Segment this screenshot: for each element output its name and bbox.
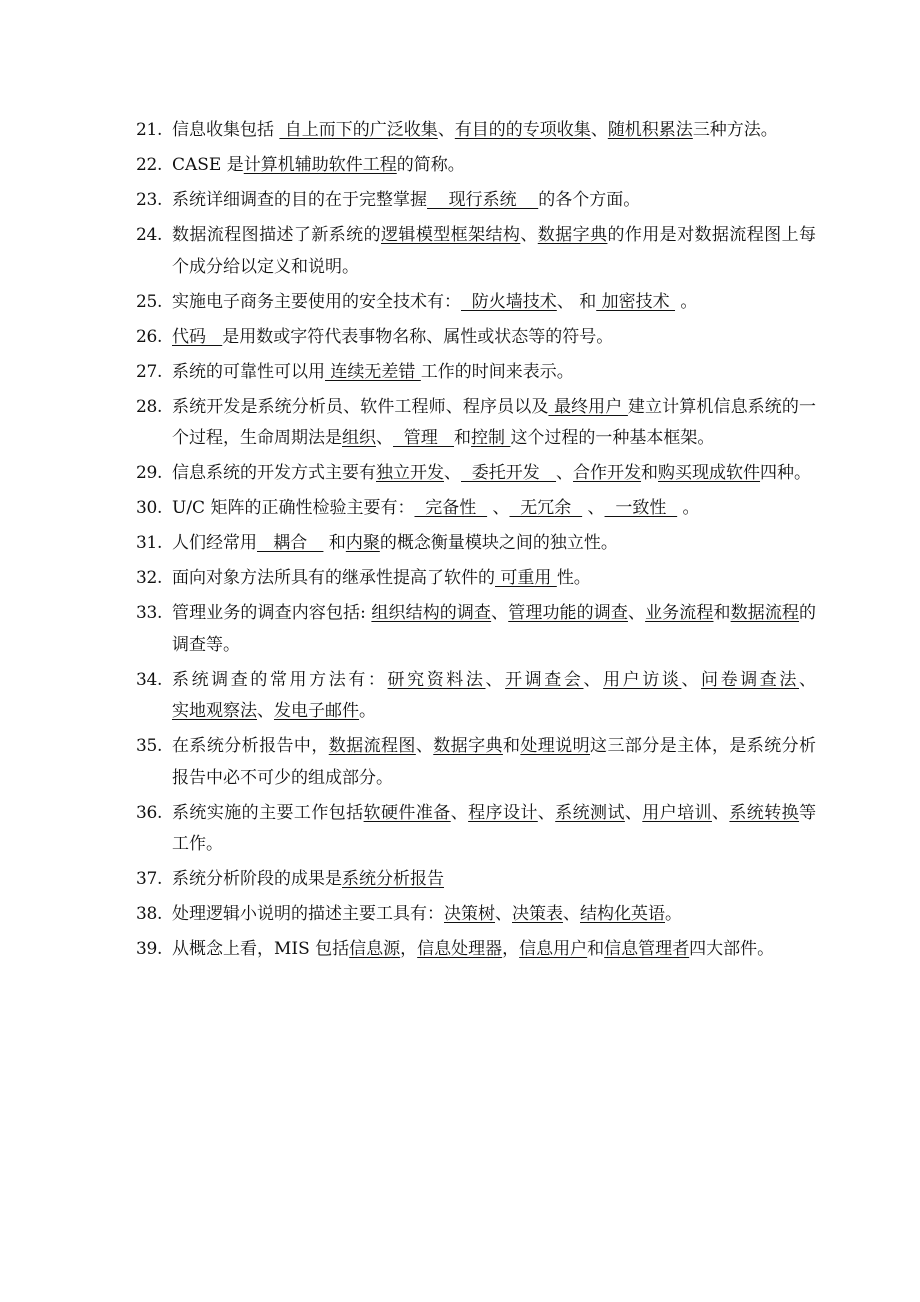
- question-text-segment: 。: [665, 904, 682, 924]
- answer-blank: 用户培训: [642, 802, 712, 823]
- question-text: [172, 899, 816, 931]
- question-text-segment: 的各个方面。: [538, 190, 641, 210]
- answer-blank: 数据流程: [730, 603, 800, 623]
- question-text-segment: 、: [495, 904, 512, 924]
- question-text-segment: 、: [537, 802, 556, 823]
- question-text-segment: 信息系统的开发方式主要有: [172, 463, 376, 483]
- question-text-segment: 、: [563, 904, 580, 924]
- question-text: [172, 563, 816, 595]
- question-text-segment: 、: [711, 802, 730, 823]
- answer-blank: 系统转换: [729, 802, 800, 823]
- question-text-segment: 、: [624, 802, 643, 823]
- answer-blank: 计算机辅助软件工程: [243, 155, 397, 175]
- question-text-segment: 和: [587, 939, 605, 959]
- question-text: [172, 220, 816, 283]
- question-number: 34.: [136, 669, 163, 690]
- question-text-segment: ，: [400, 939, 418, 959]
- question-text-segment: 的简称。: [396, 155, 465, 175]
- question-item: [136, 220, 816, 283]
- question-text-segment: 和: [323, 533, 346, 553]
- question-text: [172, 287, 816, 319]
- question-number: 38.: [136, 904, 163, 924]
- question-text-segment: 四种。: [760, 463, 812, 483]
- question-text-segment: 等工作。: [172, 802, 817, 854]
- answer-blank: 防火墙技术: [461, 291, 557, 312]
- question-item: [136, 598, 816, 661]
- answer-blank: 信息处理器: [417, 939, 503, 959]
- question-text-segment: 、: [582, 498, 605, 518]
- question-text-segment: 和: [502, 736, 521, 756]
- question-text-segment: 和: [641, 463, 659, 483]
- question-text-segment: 实施电子商务主要使用的安全技术有：: [172, 291, 461, 312]
- question-text-segment: 、: [583, 669, 604, 690]
- answer-blank: 代码: [172, 326, 223, 347]
- question-text-segment: 、: [437, 120, 455, 140]
- answer-blank: 无冗余: [509, 498, 583, 518]
- question-text-segment: 建立计算机信息系统的一个过程，生命周期法是: [172, 396, 817, 448]
- answer-blank: 连续无差错: [325, 361, 421, 382]
- question-text-segment: 、: [376, 428, 393, 448]
- answer-blank: 决策树: [444, 904, 495, 924]
- answer-blank: 实地观察法: [172, 701, 257, 721]
- question-text-segment: 和: [713, 603, 731, 623]
- question-text: [172, 357, 816, 389]
- answer-blank: 发电子邮件: [274, 701, 359, 721]
- question-text-segment: 的作用是对数据流程图上每个成分给以定义和说明。: [172, 225, 817, 277]
- question-number: 31.: [136, 533, 163, 553]
- question-text-segment: 在系统分析报告中，: [172, 736, 329, 756]
- answer-blank: 一致性: [604, 498, 678, 518]
- answer-blank: 信息源: [349, 939, 401, 959]
- question-text: [172, 185, 816, 217]
- answer-blank: 有目的的专项收集: [454, 120, 591, 140]
- question-number: 27.: [136, 361, 163, 382]
- question-number: 25.: [136, 291, 163, 312]
- question-text-segment: U/C 矩阵的正确性检验主要有：: [172, 498, 415, 518]
- answer-blank: 独立开发: [376, 463, 444, 483]
- question-text-segment: 、: [556, 463, 574, 483]
- question-number: 35.: [136, 736, 163, 756]
- question-text: [172, 150, 816, 182]
- answer-blank: 研究资料法: [387, 669, 486, 690]
- question-item: [136, 185, 816, 217]
- answer-blank: 合作开发: [573, 463, 642, 483]
- question-number: 28.: [136, 396, 163, 417]
- answer-blank: 完备性: [414, 498, 488, 518]
- answer-blank: 程序设计: [468, 802, 538, 823]
- question-text-segment: 是用数或字符代表事物名称、属性或状态等的符号。: [222, 326, 614, 347]
- answer-blank: 用户访谈: [603, 669, 682, 690]
- question-item: [136, 458, 816, 490]
- question-number: 21.: [136, 120, 163, 140]
- question-text-segment: 和: [454, 428, 472, 448]
- answer-blank: 信息用户: [519, 939, 588, 959]
- question-text-segment: 人们经常用: [172, 533, 257, 553]
- question-text-segment: 面向对象方法所具有的继承性提高了软件的: [172, 568, 495, 588]
- answer-blank: 组织结构的调查: [371, 603, 492, 623]
- question-text-segment: 、: [485, 669, 506, 690]
- question-text-segment: 、: [487, 498, 510, 518]
- answer-blank: 数据流程图: [328, 736, 416, 756]
- question-text: [172, 934, 816, 966]
- question-item: [136, 493, 816, 525]
- answer-blank: 问卷调查法: [701, 669, 799, 690]
- question-item: [136, 322, 816, 354]
- question-number: 33.: [136, 603, 163, 623]
- question-text: [172, 115, 816, 147]
- question-text-segment: 系统分析阶段的成果是: [172, 869, 342, 889]
- answer-blank: 可重用: [495, 568, 557, 588]
- question-text-segment: 、: [444, 463, 461, 483]
- question-item: [136, 934, 816, 966]
- question-text-segment: CASE 是: [172, 155, 244, 175]
- answer-blank: 控制: [471, 428, 511, 448]
- question-text: [172, 528, 816, 560]
- question-item: [136, 798, 816, 861]
- question-item: [136, 731, 816, 794]
- question-text-segment: 系统的可靠性可以用: [172, 361, 325, 382]
- question-text: [172, 864, 816, 896]
- answer-blank: 逻辑模型框架结构: [381, 225, 521, 245]
- question-item: [136, 899, 816, 931]
- question-text: [172, 598, 816, 661]
- answer-blank: 组织: [342, 428, 376, 448]
- answer-blank: 决策表: [512, 904, 563, 924]
- question-number: 24.: [136, 225, 163, 245]
- question-item: [136, 665, 816, 728]
- question-text: [172, 392, 816, 455]
- question-text-segment: 。: [677, 498, 700, 518]
- question-number: 37.: [136, 869, 163, 889]
- question-number: 39.: [136, 939, 163, 959]
- question-text-segment: 、: [681, 669, 702, 690]
- answer-blank: 最终用户: [548, 396, 628, 417]
- question-text-segment: 处理逻辑小说明的描述主要工具有：: [172, 904, 444, 924]
- answer-blank: 购买现成软件: [658, 463, 761, 483]
- question-text-segment: 系统实施的主要工作包括: [172, 802, 364, 823]
- question-number: 30.: [136, 498, 163, 518]
- answer-blank: 数据字典: [537, 225, 608, 245]
- question-number: 22.: [136, 155, 163, 175]
- question-text-segment: 。: [675, 291, 698, 312]
- question-text-segment: 、: [520, 225, 538, 245]
- question-item: [136, 357, 816, 389]
- question-text-segment: 、: [799, 669, 816, 690]
- answer-blank: 耦合: [257, 533, 324, 553]
- question-text-segment: 四大部件。: [689, 939, 775, 959]
- question-item: [136, 392, 816, 455]
- question-text-segment: 系统开发是系统分析员、软件工程师、程序员以及: [172, 396, 549, 417]
- question-text-segment: 这三部分是主体，是系统分析报告中必不可少的组成部分。: [172, 736, 817, 788]
- question-item: [136, 287, 816, 319]
- answer-blank: 委托开发: [461, 463, 557, 483]
- question-item: [136, 563, 816, 595]
- question-text-segment: 工作的时间来表示。: [420, 361, 574, 382]
- question-text-segment: 、: [627, 603, 646, 623]
- question-text: [172, 665, 816, 728]
- answer-blank: 随机积累法: [607, 120, 693, 140]
- question-text: [172, 458, 816, 490]
- question-text-segment: 的概念衡量模块之间的独立性。: [379, 533, 618, 553]
- question-text-segment: 、 和: [556, 291, 597, 312]
- answer-blank: 现行系统: [427, 190, 539, 210]
- answer-blank: 信息管理者: [604, 939, 690, 959]
- question-text-segment: 、: [415, 736, 434, 756]
- question-list: [136, 115, 816, 969]
- question-text-segment: 系统调查的常用方法有：: [172, 669, 388, 690]
- question-text-segment: 信息收集包括: [172, 120, 280, 140]
- answer-blank: 数据字典: [433, 736, 503, 756]
- answer-blank: 系统分析报告: [342, 869, 444, 889]
- answer-blank: 处理说明: [520, 736, 591, 756]
- answer-blank: 业务流程: [645, 603, 714, 623]
- question-text: [172, 493, 816, 525]
- answer-blank: 系统测试: [555, 802, 625, 823]
- answer-blank: 结构化英语: [580, 904, 665, 924]
- question-item: [136, 864, 816, 896]
- question-text: [172, 798, 816, 861]
- question-number: 32.: [136, 568, 163, 588]
- question-text-segment: 从概念上看，MIS 包括: [172, 939, 350, 959]
- answer-blank: 管理: [393, 428, 455, 448]
- question-text-segment: 的调查等。: [172, 603, 817, 655]
- question-text-segment: 性。: [556, 568, 591, 588]
- question-text-segment: 。: [359, 701, 376, 721]
- answer-blank: 开调查会: [505, 669, 584, 690]
- question-number: 23.: [136, 190, 163, 210]
- question-number: 26.: [136, 326, 163, 347]
- answer-blank: 加密技术: [596, 291, 676, 312]
- question-number: 29.: [136, 463, 163, 483]
- answer-blank: 自上而下的广泛收集: [279, 120, 438, 140]
- question-item: [136, 528, 816, 560]
- answer-blank: 内聚: [345, 533, 380, 553]
- question-text-segment: 、: [257, 701, 274, 721]
- question-text-segment: 这个过程的一种基本框架。: [510, 428, 715, 448]
- question-text: [172, 731, 816, 794]
- question-item: [136, 115, 816, 147]
- question-text-segment: 管理业务的调查内容包括:: [172, 603, 372, 623]
- question-text-segment: ，: [502, 939, 520, 959]
- question-text-segment: 三种方法。: [692, 120, 778, 140]
- question-number: 36.: [136, 802, 163, 823]
- question-item: [136, 150, 816, 182]
- question-text-segment: 、: [450, 802, 469, 823]
- answer-blank: 管理功能的调查: [508, 603, 628, 623]
- question-text-segment: 、: [590, 120, 608, 140]
- question-text-segment: 系统详细调查的目的在于完整掌握: [172, 190, 427, 210]
- question-text-segment: 、: [491, 603, 509, 623]
- answer-blank: 软硬件准备: [363, 802, 451, 823]
- question-text: [172, 322, 816, 354]
- question-text-segment: 数据流程图描述了新系统的: [172, 225, 381, 245]
